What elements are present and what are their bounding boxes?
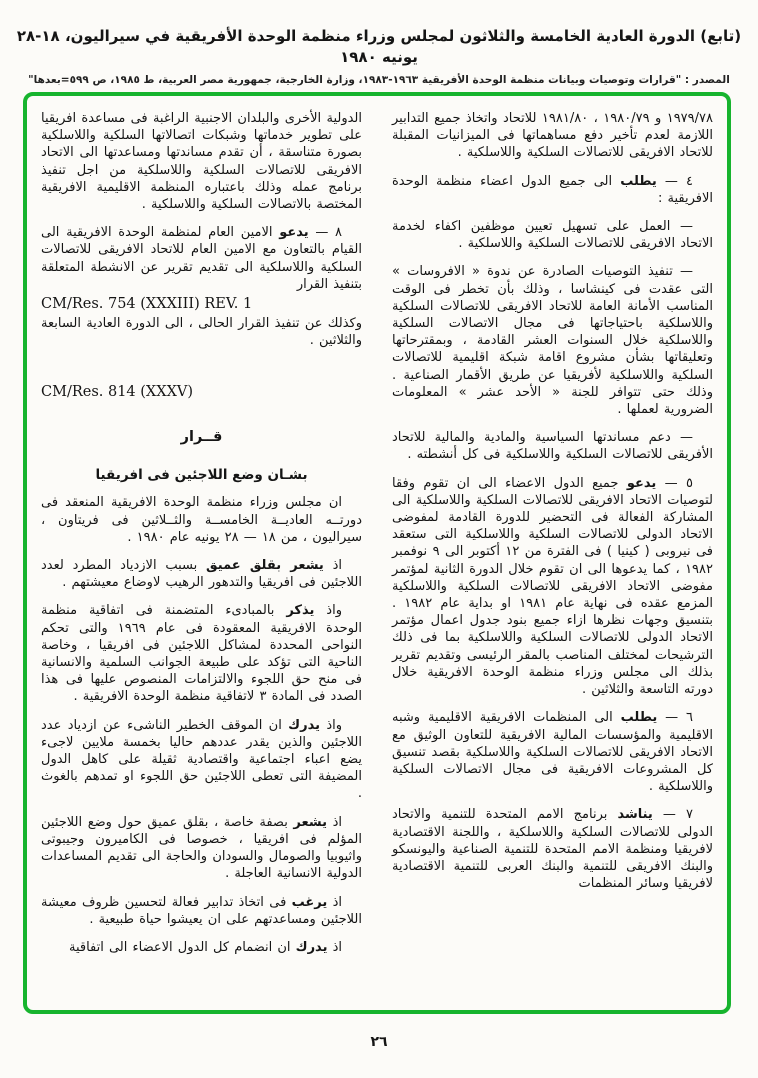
paragraph-left-11: واذ يدرك ان الموقف الخطير الناشىء عن ازدياد عدد اللاجئين والذين يقدر عددهم حاليا بخمسة ملايين لاجىء يضع اعباء اجتماعية واقتصادية ثقيلة على كاهل الدول المضيفة التى تعطى اللاجئين حق اللجوء او تمدهم بالغوث . (41, 717, 362, 802)
paragraph-right-7: ٦ — يطلب الى المنظمات الافريقية الاقليمية وشبه الاقليمية والمؤسسات المالية الافريقية للتعاون الوثيق مع الاتحاد الافريقى للاتصالات السلكية واللاسلكية بقصد تنسيق كل المشروعات الافريقية فى مجال الاتصالات السلكية واللاسلكية . (392, 710, 713, 795)
paragraph-right-1: ١٩٧٩/٧٨ و ١٩٨٠/٧٩ ، ١٩٨١/٨٠ للاتحاد واتخاذ جميع التدابير اللازمة لعدم تأخير دفع مساهماتها فى الميزانيات المقبلة للاتحاد الافريقى للاتصالات السلكية واللاسلكية . (392, 111, 713, 161)
page-header (0, 0, 758, 86)
page-number: ٢٦ (370, 1034, 388, 1050)
paragraph-left-8: ان مجلس وزراء منظمة الوحدة الافريقية المنعقد فى دورتــه العاديــة الخامســة والثــلاثين فى فريتاون ، سيراليون ، من ١٨ — ٢٨ يونيه عام ١٩٨٠ . (41, 495, 362, 545)
paragraph-left-12: اذ يشعر بصفة خاصة ، بقلق عميق حول وضع اللاجئين المؤلم فى افريقيا ، خصوصا فى الكاميرون وجيبوتى واثيوبيا والصومال والسودان والحاجة الى تقديم المساعدات الدولية الانسانية العاجلة . (41, 814, 362, 882)
paragraph-right-8: ٧ — يناشد برنامج الامم المتحدة للتنمية والاتحاد الدولى للاتصالات السلكية واللاسلكية ، واللجنة الاقتصادية لافريقيا ومنظمة الامم المتحدة للتنمية الصناعية واليونسكو والبنك الافريقى للتنمية والبنك العربى للتنمية الاقتصادية لافريقيا وسائر المنظمات (392, 807, 713, 892)
column-right (392, 104, 713, 1002)
header-source-citation: المصدر : "قرارات وتوصيات وبيانات منظمة الوحدة الأفريقية ١٩٦٣-١٩٨٣، وزارة الخارجية، جمهورية مصر العربية، ط ١٩٨٥، ص ٥٩٩=بعدها" (28, 74, 730, 86)
two-column-layout (41, 104, 713, 1002)
resolution-reference: CM/Res. 754 (XXXIII) REV. 1 (41, 296, 253, 313)
resolution-subject: بشـان وضع اللاجئين فى افريقيا (95, 467, 308, 484)
paragraph-right-2: ٤ — يطلب الى جميع الدول اعضاء منظمة الوحدة الافريقية : (392, 173, 713, 206)
paragraph-right-3: — العمل على تسهيل تعيين موظفين اكفاء لخدمة الاتحاد الافريقى للاتصالات السلكية واللاسلكية . (392, 219, 713, 252)
paragraph-right-4: — تنفيذ التوصيات الصادرة عن ندوة « الافروسات » التى عقدت فى كينشاسا ، وذلك بأن تخطر فى الوقت المناسب الأمانة العامة للاتحاد الافريقى للاتصالات السلكية واللاسلكية باحتياجاتها فى مجال الاتصالات السلكية واللاسلكية خلال السنوات العشر القادمة ، وبمقترحاتها وتعليقاتها بشأن مشروع اقامة شبكة اقليمية للاتصالات السلكية واللاسلكية لأفريقيا عن طريق الأقمار الصناعية . وذلك حتى تتوافر للجنة « الأحد عشر » المعلومات الضرورية لعملها . (392, 264, 713, 418)
paragraph-left-4: وكذلك عن تنفيذ القرار الحالى ، الى الدورة العادية السابعة والثلاثين . (41, 316, 362, 349)
paragraph-left-9: اذ يشعر بقلق عميق بسبب الازدياد المطرد لعدد اللاجئين فى افريقيا والتدهور الرهيب لاوضاع معيشتهم . (41, 558, 362, 591)
resolution-reference: CM/Res. 814 (XXXV) (41, 384, 194, 401)
header-session-title: (تابع) الدورة العادية الخامسة والثلاثون لمجلس وزراء منظمة الوحدة الأفريقية في سيراليون، ١٨-٢٨ يونيه ١٩٨٠ (16, 27, 742, 66)
paragraph-right-5: — دعم مساندتها السياسية والمادية والمالية للاتحاد الأفريقى للاتصالات السلكية واللاسلكية فى كل أنشطته . (392, 430, 713, 463)
paragraph-left-1: الدولية الأخرى والبلدان الاجنبية الراغبة فى مساعدة افريقيا على تطوير خدماتها وشبكات اتصالاتها السلكية واللاسلكية بصورة متناسقة ، أن تقدم مساندتها ومساعدتها الى الاتحاد الافريقى للاتصالات السلكية واللاسلكية من اجل تنفيذ برنامج عمله وذلك باعتباره المنظمة الاقليمية الافريقية المختصة بالاتصالات السلكية واللاسلكية . (41, 111, 362, 213)
resolution-heading: قــرار (180, 429, 223, 446)
paragraph-right-6: ٥ — يدعو جميع الدول الاعضاء الى ان تقوم وفقا لتوصيات الاتحاد الافريقى للاتصالات السلكية واللاسلكية الى المشاركة الفعالة فى التحضير للدورة القادمة لمفوضى الاتحاد الدولى للاتصالات السلكية واللاسلكية التى ستعقد فى نيروبى ( كينيا ) فى الفترة من ١٢ أكتوبر الى ٩ نوفمبر ١٩٨٢ ، كما يدعوها الى ان تقوم خلال الدورة الثانية لمؤتمر مفوضى الاتحاد الافريقى للاتصالات السلكية واللاسلكية المزمع عقده فى نهاية عام ١٩٨١ او بداية عام ١٩٨٢ . بتنسيق وجهات نظرها ازاء جميع بنود جدول اعمال مؤتمر الاتحاد الدولى للاتصالات السلكية واللاسلكية بما فى ذلك الترشيحات لمختلف المناصب بالمقر الرئيسى وتقديم تقرير بذلك الى مجلس وزراء منظمة الوحدة الافريقية خلال دورته التاسعة والثلاثين . (392, 475, 714, 698)
document-body-frame (23, 92, 731, 1014)
paragraph-left-13: اذ يرغب فى اتخاذ تدابير فعالة لتحسين ظروف معيشة اللاجئين ومساعدتهم على ان يعيشوا حياة طبيعية . (41, 894, 362, 927)
paragraph-left-2: ٨ — يدعو الامين العام لمنظمة الوحدة الافريقية الى القيام بالتعاون مع الامين العام للاتحاد الافريقى للاتصالات السلكية واللاسلكية الى تقديم تقرير عن الانشطة المتعلقة بتنفيذ القرار (41, 225, 362, 292)
paragraph-left-10: واذ يذكر بالمبادىء المتضمنة فى اتفاقية منظمة الوحدة الافريقية المعقودة فى عام ١٩٦٩ والتى تحكم النواحى المحددة لمشاكل اللاجئين فى افريقيا ، وخاصة الناحية التى تؤكد على طبيعة الجوانب السلمية والانسانية فى منح حق اللجوء والالتزامات المنصوص عليها فى هذا الصدد فى المادة ٣ لاتفاقية منظمة الوحدة الافريقية . (41, 603, 362, 705)
column-left (41, 104, 362, 1002)
paragraph-left-14: اذ يدرك ان انضمام كل الدول الاعضاء الى اتفاقية (68, 939, 342, 955)
